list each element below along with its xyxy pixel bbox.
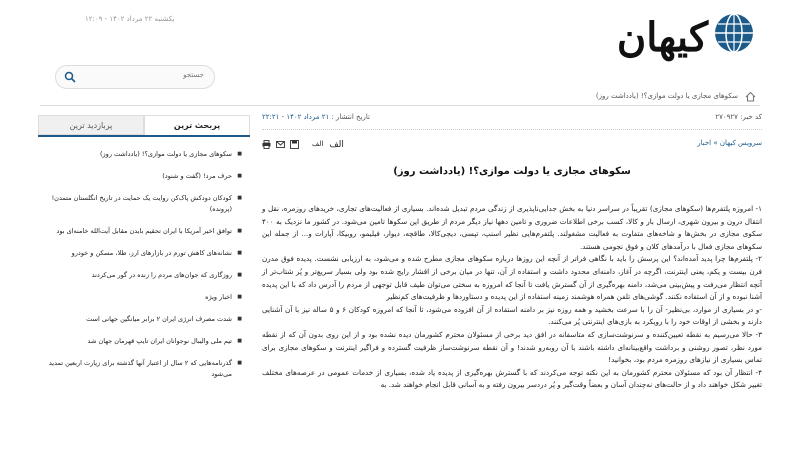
article-title: سکوهای مجازی یا دولت موازی؟! (یادداشت روز) bbox=[393, 166, 631, 177]
sidebar-item[interactable]: ■ کودکان دودکش پاک‌کن روایت یک حمایت در تاریخ انگلستان متمدن! (پرونده) bbox=[38, 193, 242, 215]
header-date: یکشنبه ۲۲ مرداد ۱۴۰۲ - ۱۲:۰۹ bbox=[85, 15, 175, 23]
service-breadcrumb[interactable]: سرویس کیهان » اخبار bbox=[697, 139, 762, 147]
sidebar-item[interactable]: ■ سکوهای مجازی یا دولت موازی؟! (یادداشت روز) bbox=[38, 149, 242, 160]
publish-date-value: ۲۱ مرداد ۱۴۰۲ - ۲۲:۲۱ bbox=[262, 113, 330, 121]
tool-icons bbox=[262, 140, 299, 149]
sidebar-item[interactable]: ■ حرف مرد! (گفت و شنود) bbox=[38, 171, 242, 182]
home-icon[interactable] bbox=[745, 91, 756, 102]
tab-popular[interactable]: پربازدید ترین bbox=[38, 115, 144, 135]
paragraph: -و در بسیاری از موارد، بی‌نظیر- آن را با سرعت بخشید و همه روزه نیز بر دامنه استفاده از آن افزوده می‌شود، تا آنجا که امروزه کودکان ۶ و ۵ ساله نیز با آن آشنایی دارند و بخشی از اوقات خود را با رویکرد به بازی‌های اینترنتی پُر می‌کنند. bbox=[262, 304, 762, 327]
font-small-button[interactable]: الف bbox=[312, 140, 324, 148]
sidebar-tabs bbox=[38, 115, 250, 137]
meta-divider bbox=[262, 129, 762, 130]
globe-icon bbox=[713, 12, 755, 54]
search-icon[interactable] bbox=[64, 71, 76, 83]
print-icon[interactable] bbox=[262, 140, 271, 149]
tab-most-discussed[interactable]: پربحث ترین bbox=[144, 115, 250, 135]
paragraph: ۴- انتظار آن بود که مسئولان محترم کشورمان به این نکته توجه می‌کردند که با گسترش بهره‌گیری از پدیده یاد شده، بسیاری از خدمات عمومی در عرصه‌های مختلف تغییر شکل خواهند داد و از حالت‌های نه‌چندان آسان و بعضاً وقت‌گیر و پُر دردسر بیرون رفته و به آسانی قابل انجام خواهند شد. به bbox=[262, 367, 762, 390]
search-input[interactable] bbox=[84, 71, 204, 79]
sidebar-item[interactable]: ■ تیم ملی والیبال نوجوانان ایران تایپ قهرمان جهان شد bbox=[38, 336, 242, 347]
sidebar-item[interactable]: ■ شدت مصرف انرژی ایران ۲ برابر میانگین جهانی است bbox=[38, 314, 242, 325]
publish-date-label: تاریخ انتشار : bbox=[331, 113, 370, 121]
article-tools bbox=[262, 138, 762, 156]
logo-text: کیهان bbox=[616, 14, 708, 61]
save-icon[interactable] bbox=[290, 140, 299, 149]
sidebar-list bbox=[38, 149, 250, 380]
article bbox=[262, 113, 762, 390]
search-box[interactable] bbox=[55, 65, 215, 89]
font-size-controls bbox=[312, 140, 344, 150]
news-code: کد خبر: ۲۷۰۹۲۷ bbox=[715, 113, 762, 121]
sidebar-item[interactable]: ■ روزگاری که جوان‌های مردم را زنده در گور می‌کردند bbox=[38, 270, 242, 281]
breadcrumb bbox=[40, 88, 760, 106]
sidebar-item[interactable]: ■ گذرنامه‌هایی که ۲ سال از اعتبار آنها گذشته برای زیارت اربعین تمدید می‌شود bbox=[38, 358, 242, 380]
paragraph: ۲- پلتفرم‌ها چرا پدید آمده‌اند؟ این پرسش را باید با نگاهی فراتر از آنچه این روزها درباره سکوهای مجازی مطرح شده و می‌شود، به ارزیابی نشست. پدیده فوق مدرن فرن بیست و یکم، یعنی اینترنت، اگرچه در آغاز، دامنه‌ای محدود داشت و استفاده از آن، تنها در میان برخی از اقشار رایج شده بود ولی بسیار سریع‌تر و پُر شتاب‌تر از آنچه انتظار می‌رفت و پیش‌بینی می‌شد، دامنه بهره‌گیری از آن گسترش یافت تا آنجا که امروزه به سختی می‌توان طیف قابل توجهی از مردم را آدرس داد که با این پدیده آشنا نبوده و از آن استفاده نکنند. گوشی‌های تلفن همراه هوشمند زمینه استفاده از این پدیده و دستاوردها و ظرفیت‌های کم‌نظیر bbox=[262, 254, 762, 302]
sidebar-item[interactable]: ■ توافق اخیر آمریکا با ایران تحقیم بایدن مقابل آیت‌الله خامنه‌ای بود bbox=[38, 226, 242, 237]
article-body bbox=[262, 203, 762, 392]
publish-date bbox=[262, 113, 370, 121]
sidebar bbox=[38, 115, 250, 391]
paragraph: ۳- حالا می‌رسیم به نقطه تعیین‌کننده و سرنوشت‌سازی که متاسفانه در افق دید برخی از مسئولان محترم کشورمان دیده نشده بود و از این روی بدون آن که از نقطه مورد نظر، تصور روشنی و برداشت واقع‌بینانه‌ای داشته باشند با آن روبه‌رو شدند! و آن نقطه سرنوشت‌ساز ظرفیت گسترده و فراگیر اینترنت و سکوهای مجازی برای تماس بسیاری از نیازهای روزمره مردم بود، بخوانید! bbox=[262, 329, 762, 365]
article-meta bbox=[262, 113, 762, 125]
breadcrumb-current[interactable]: سکوهای مجازی یا دولت موازی؟! (یادداشت روز) bbox=[595, 92, 738, 100]
paragraph: ۱- امروزه پلتفرم‌ها (سکوهای مجازی) تقریباً در سراسر دنیا به بخش جدایی‌ناپذیری از زندگی مردم تبدیل شده‌اند. بسیاری از فعالیت‌های تجاری، خریدهای روزمره، نقل و انتقال درون و بیرون شهری، ارسال بار و کالا، کسب برخی اطلاعات ضروری و تامین دهها نیاز دیگر مردم از طریق این سکوها تامین می‌شود. در کشور ما نزدیک به ۴۰۰ سکوی مجازی در بخش‌ها و شاخه‌های متفاوت به فعالیت مشغولند. پلتفرم‌هایی نظیر اسنپ، تپسی، دیجی‌کالا، طاقچه، دیوار، فیلیمو، روبیکا، آپارات و... از جمله این سکوهای مجازی فعال با درآمدهای کلان و فوق نجومی هستند. bbox=[262, 204, 762, 251]
sidebar-item[interactable]: ■ اخبار ویژه bbox=[38, 292, 242, 303]
font-large-button[interactable]: الف bbox=[329, 140, 344, 150]
email-icon[interactable] bbox=[276, 140, 285, 149]
sidebar-item[interactable]: ■ نشانه‌های کاهش تورم در بازارهای ارز، طلا، مسکن و خودرو bbox=[38, 248, 242, 259]
